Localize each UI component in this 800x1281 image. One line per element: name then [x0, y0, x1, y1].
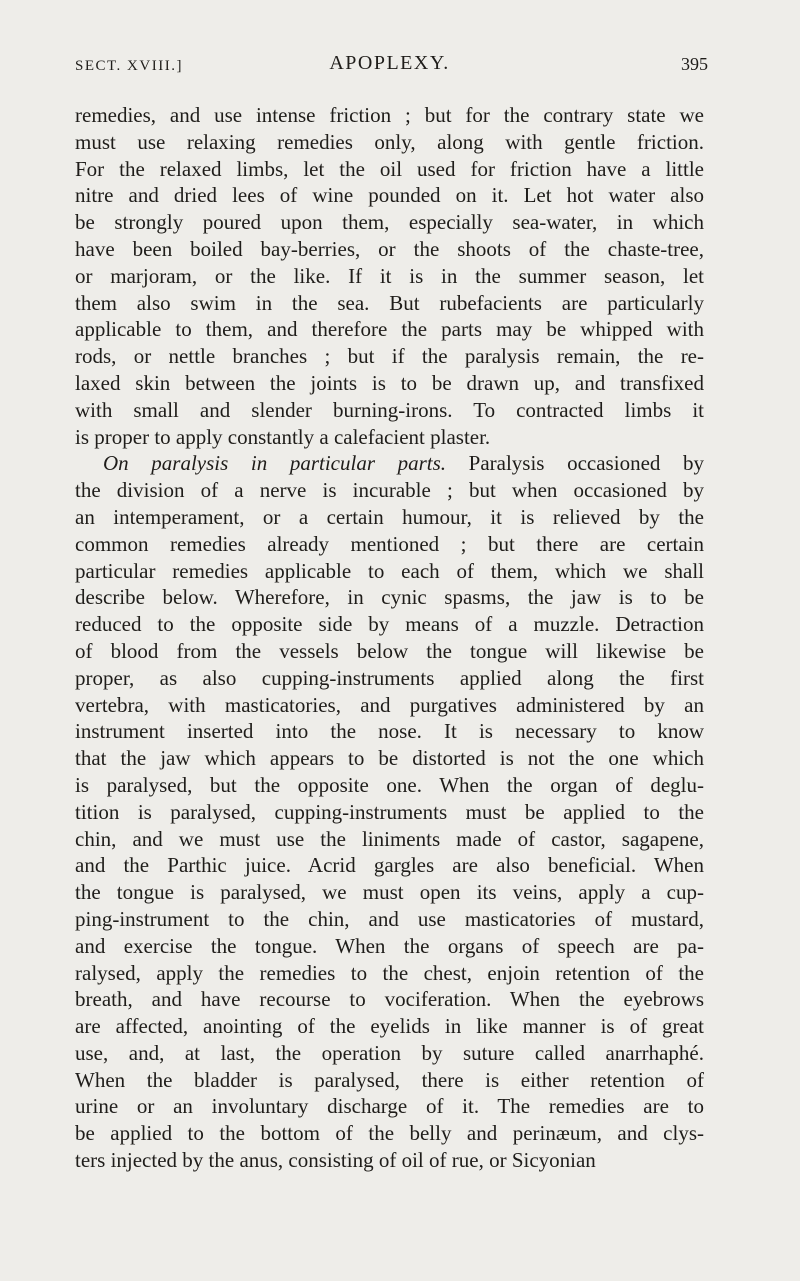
text-line: be applied to the bottom of the belly and perinæum, and clys-	[75, 1121, 704, 1146]
text-line: have been boiled bay-berries, or the shoots of the chaste-tree,	[75, 236, 704, 261]
text-line: urine or an involuntary discharge of it. The remedies are to	[75, 1094, 704, 1119]
text-line: vertebra, with masticatories, and purgatives administered by an	[75, 692, 704, 717]
text-line-rest: Paralysis occasioned by	[468, 451, 704, 476]
text-line: or marjoram, or the like. If it is in the summer season, let	[75, 263, 704, 288]
running-header	[75, 52, 708, 82]
text-line: of blood from the vessels below the tongue will likewise be	[75, 638, 704, 663]
text-line: When the bladder is paralysed, there is either retention of	[75, 1067, 704, 1092]
text-line: rods, or nettle branches ; but if the paralysis remain, the re-	[75, 344, 704, 369]
text-line: use, and, at last, the operation by suture called anarrhaphé.	[75, 1040, 704, 1065]
text-line: be strongly poured upon them, especially sea-water, in which	[75, 210, 704, 235]
text-line: the tongue is paralysed, we must open its veins, apply a cup-	[75, 880, 704, 905]
text-line: are affected, anointing of the eyelids in like manner is of great	[75, 1014, 704, 1039]
text-line: describe below. Wherefore, in cynic spasms, the jaw is to be	[75, 585, 704, 610]
chapter-title: APOPLEXY.	[329, 52, 450, 74]
text-line: and the Parthic juice. Acrid gargles are also beneficial. When	[75, 853, 704, 878]
text-line: ters injected by the anus, consisting of oil of rue, or Sicyonian	[75, 1148, 596, 1173]
text-line: breath, and have recourse to vociferation. When the eyebrows	[75, 987, 704, 1012]
paragraph-continued	[75, 102, 704, 450]
text-line: that the jaw which appears to be distorted is not the one which	[75, 746, 704, 771]
text-line: nitre and dried lees of wine pounded on it. Let hot water also	[75, 183, 704, 208]
text-line: tition is paralysed, cupping-instruments must be applied to the	[75, 799, 704, 824]
text-line: reduced to the opposite side by means of a muzzle. Detraction	[75, 612, 704, 637]
text-line: must use relaxing remedies only, along with gentle friction.	[75, 129, 704, 154]
section-heading-italic: On paralysis in particular parts.	[103, 451, 447, 476]
text-line: proper, as also cupping-instruments applied along the first	[75, 665, 704, 690]
text-line: is paralysed, but the opposite one. When the organ of deglu-	[75, 772, 704, 797]
text-line: ralysed, apply the remedies to the chest, enjoin retention of the	[75, 960, 704, 985]
text-line: the division of a nerve is incurable ; but when occasioned by	[75, 478, 704, 503]
page-number: 395	[681, 54, 708, 74]
paragraph-paralysis-parts	[75, 450, 704, 1174]
text-line: particular remedies applicable to each of them, which we shall	[75, 558, 704, 583]
text-line: and exercise the tongue. When the organs of speech are pa-	[75, 933, 704, 958]
text-line	[75, 450, 704, 477]
text-line: is proper to apply constantly a calefacient plaster.	[75, 424, 491, 449]
text-line: an intemperament, or a certain humour, it is relieved by the	[75, 504, 704, 529]
text-line: ping-instrument to the chin, and use masticatories of mustard,	[75, 906, 704, 931]
text-line: common remedies already mentioned ; but there are certain	[75, 531, 704, 556]
text-line: them also swim in the sea. But rubefacients are particularly	[75, 290, 704, 315]
text-line: remedies, and use intense friction ; but for the contrary state we	[75, 103, 704, 127]
text-line: applicable to them, and therefore the parts may be whipped with	[75, 317, 704, 342]
text-line: instrument inserted into the nose. It is necessary to know	[75, 719, 704, 744]
text-line: chin, and we must use the liniments made of castor, sagapene,	[75, 826, 704, 851]
text-line: For the relaxed limbs, let the oil used for friction have a little	[75, 156, 704, 181]
body-text	[75, 102, 704, 1174]
section-label: SECT. XVIII.]	[75, 58, 183, 74]
text-line: laxed skin between the joints is to be drawn up, and transfixed	[75, 370, 704, 395]
text-line: with small and slender burning-irons. To contracted limbs it	[75, 397, 704, 422]
